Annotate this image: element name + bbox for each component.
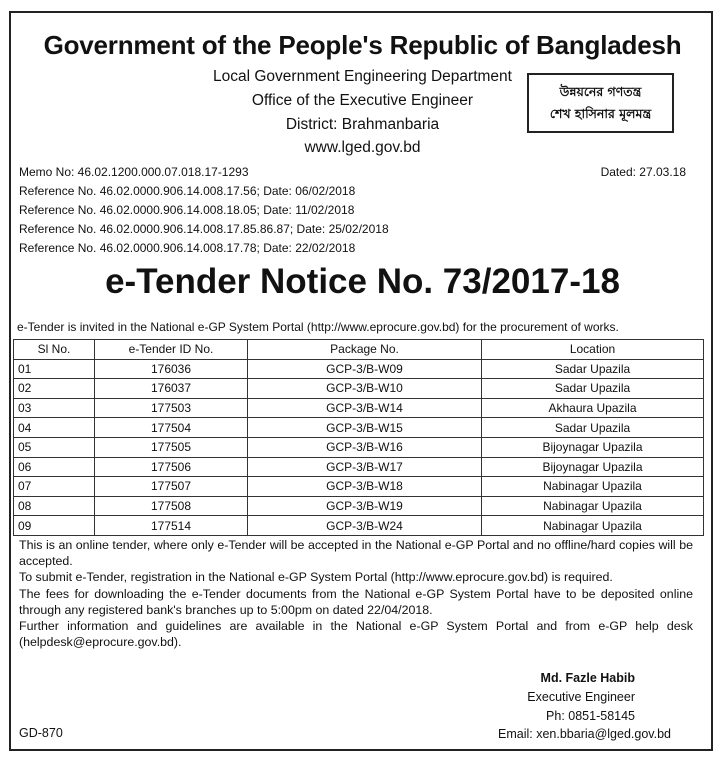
slogan-line-2: শেখ হাসিনার মূলমন্ত্র [549,106,652,121]
cell-location: Bijoynagar Upazila [482,457,704,477]
signatory-email: Email: xen.bbaria@lged.gov.bd [498,727,671,741]
cell-location: Sadar Upazila [482,359,704,379]
website-link[interactable]: www.lged.gov.bd [304,139,421,156]
terms-paragraph: The fees for downloading the e-Tender documents from the National e-GP System Portal have to be deposited online through any registered bank's branches up to 5:00pm on dated 22/04/2018. [19,586,693,617]
signatory-name: Md. Fazle Habib [540,671,635,685]
header-sl-no: Sl No. [14,340,95,360]
cell-package-no: GCP-3/B-W19 [248,496,482,516]
reference-line: Reference No. 46.02.0000.906.14.008.17.56; Date: 06/02/2018 [19,184,356,198]
table-row [14,516,704,536]
cell-package-no: GCP-3/B-W24 [248,516,482,536]
cell-sl-no: 02 [14,379,95,399]
cell-package-no: GCP-3/B-W09 [248,359,482,379]
cell-location: Sadar Upazila [482,418,704,438]
cell-sl-no: 01 [14,359,95,379]
cell-tender-id: 177503 [95,398,248,418]
tender-table [13,339,704,536]
table-row [14,437,704,457]
table-row [14,398,704,418]
table-row [14,477,704,497]
cell-tender-id: 177504 [95,418,248,438]
cell-sl-no: 05 [14,437,95,457]
memo-date: Dated: 27.03.18 [600,165,686,179]
notice-title: e-Tender Notice No. 73/2017-18 [105,262,620,301]
notice-intro: e-Tender is invited in the National e-GP System Portal (http://www.eprocure.gov.bd) for the procurement of works. [17,320,619,334]
terms-paragraph: To submit e-Tender, registration in the National e-GP System Portal (http://www.eprocure.gov.bd) is required. [19,570,613,585]
table-row [14,418,704,438]
cell-package-no: GCP-3/B-W16 [248,437,482,457]
cell-tender-id: 177505 [95,437,248,457]
cell-location: Sadar Upazila [482,379,704,399]
department-name: Local Government Engineering Department [213,68,512,85]
header-location: Location [482,340,704,360]
cell-location: Nabinagar Upazila [482,516,704,536]
header-tender-id: e-Tender ID No. [95,340,248,360]
terms-section [19,537,693,650]
table-row [14,359,704,379]
cell-package-no: GCP-3/B-W10 [248,379,482,399]
cell-location: Bijoynagar Upazila [482,437,704,457]
cell-tender-id: 177506 [95,457,248,477]
table-row [14,457,704,477]
cell-tender-id: 177507 [95,477,248,497]
signatory-designation: Executive Engineer [527,690,635,704]
cell-sl-no: 09 [14,516,95,536]
cell-tender-id: 177508 [95,496,248,516]
cell-package-no: GCP-3/B-W15 [248,418,482,438]
signatory-phone: Ph: 0851-58145 [546,709,635,723]
reference-line: Reference No. 46.02.0000.906.14.008.18.05; Date: 11/02/2018 [19,203,355,217]
cell-sl-no: 06 [14,457,95,477]
cell-sl-no: 07 [14,477,95,497]
gd-code: GD-870 [19,726,63,740]
cell-tender-id: 176037 [95,379,248,399]
memo-number: Memo No: 46.02.1200.000.07.018.17-1293 [19,165,249,179]
reference-line: Reference No. 46.02.0000.906.14.008.17.85.86.87; Date: 25/02/2018 [19,222,389,236]
cell-package-no: GCP-3/B-W17 [248,457,482,477]
cell-package-no: GCP-3/B-W14 [248,398,482,418]
terms-paragraph: Further information and guidelines are available in the National e-GP System Portal and from e-GP help desk (helpdesk@eprocure.gov.bd). [19,619,693,650]
cell-location: Nabinagar Upazila [482,477,704,497]
table-row [14,496,704,516]
cell-sl-no: 03 [14,398,95,418]
cell-tender-id: 176036 [95,359,248,379]
district-name: District: Brahmanbaria [285,116,440,133]
header-package-no: Package No. [248,340,482,360]
terms-paragraph: This is an online tender, where only e-Tender will be accepted in the National e-GP Portal and no offline/hard copies will be accepted. [19,538,693,569]
government-title: Government of the People's Republic of Bangladesh [43,30,682,60]
office-name: Office of the Executive Engineer [251,92,474,109]
cell-sl-no: 04 [14,418,95,438]
cell-package-no: GCP-3/B-W18 [248,477,482,497]
slogan-box [527,73,674,133]
table-header-row [14,340,704,360]
slogan-line-1: উন্নয়নের গণতন্ত্র [559,84,642,99]
cell-location: Akhaura Upazila [482,398,704,418]
cell-tender-id: 177514 [95,516,248,536]
cell-location: Nabinagar Upazila [482,496,704,516]
reference-line: Reference No. 46.02.0000.906.14.008.17.78; Date: 22/02/2018 [19,241,356,255]
table-row [14,379,704,399]
cell-sl-no: 08 [14,496,95,516]
